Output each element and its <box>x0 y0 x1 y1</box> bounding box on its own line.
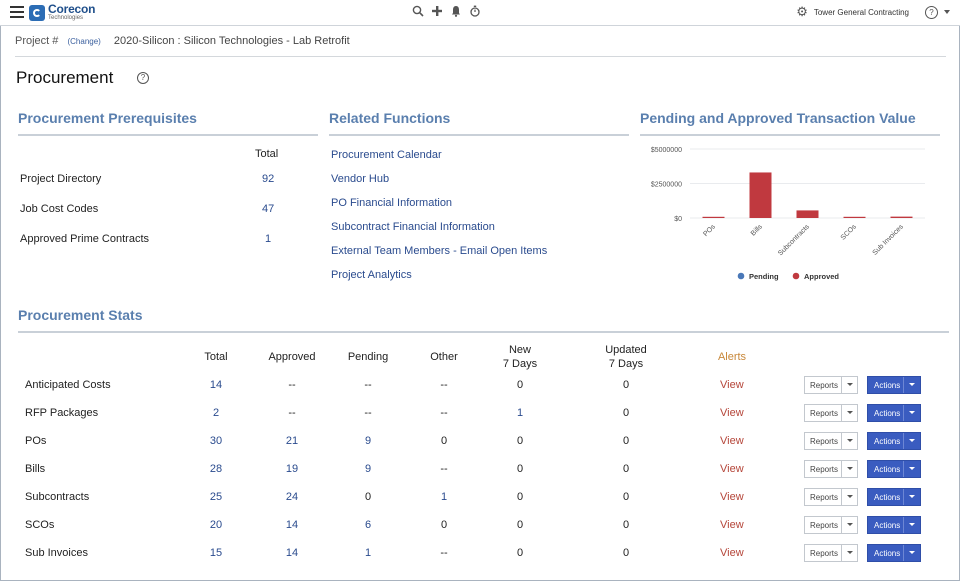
stat-cell-new: 0 <box>516 435 524 447</box>
reports-dropdown-toggle[interactable] <box>841 377 857 393</box>
actions-button-label: Actions <box>874 493 901 502</box>
stat-cell-pending: -- <box>364 379 372 391</box>
view-alerts-link[interactable]: View <box>720 519 744 531</box>
prerequisites-total-header: Total <box>255 148 279 160</box>
stat-cell-new[interactable]: 1 <box>516 407 524 419</box>
prerequisite-label: Approved Prime Contracts <box>20 233 149 245</box>
col-header-updated <box>605 343 647 371</box>
stat-cell-total[interactable]: 15 <box>209 547 223 559</box>
actions-button[interactable] <box>867 516 921 534</box>
stat-cell-updated: 0 <box>622 435 630 447</box>
actions-dropdown-toggle[interactable] <box>903 405 920 421</box>
stat-cell-new: 0 <box>516 463 524 475</box>
stat-cell-new: 0 <box>516 379 524 391</box>
col-header-approved: Approved <box>268 351 316 363</box>
stat-cell-approved: -- <box>288 379 296 391</box>
chevron-down-icon <box>909 411 915 414</box>
chevron-down-icon[interactable] <box>944 10 950 14</box>
stat-cell-updated: 0 <box>622 379 630 391</box>
reports-button-label: Reports <box>810 465 839 474</box>
help-icon[interactable]: ? <box>925 6 938 19</box>
stat-cell-new: 0 <box>516 547 524 559</box>
legend-approved-swatch <box>793 273 800 280</box>
actions-button-label: Actions <box>874 409 901 418</box>
related-functions-heading: Related Functions <box>329 110 629 136</box>
stat-cell-total[interactable]: 2 <box>212 407 220 419</box>
stat-cell-other: -- <box>440 463 448 475</box>
stat-cell-approved[interactable]: 14 <box>285 519 299 531</box>
stat-row-label: RFP Packages <box>25 407 99 419</box>
view-alerts-link[interactable]: View <box>720 379 744 391</box>
project-name: 2020-Silicon : Silicon Technologies - Lab Retrofit <box>113 35 350 47</box>
stat-cell-updated: 0 <box>622 491 630 503</box>
reports-button[interactable] <box>804 404 858 422</box>
view-alerts-link[interactable]: View <box>720 463 744 475</box>
reports-button[interactable] <box>804 460 858 478</box>
stat-cell-other: -- <box>440 379 448 391</box>
bar-approved <box>703 217 725 218</box>
reports-dropdown-toggle[interactable] <box>841 489 857 505</box>
stat-row-label: Sub Invoices <box>25 547 88 559</box>
procurement-stats-heading: Procurement Stats <box>18 307 949 333</box>
bar-approved <box>750 172 772 218</box>
actions-button[interactable] <box>867 376 921 394</box>
top-toolbar <box>412 5 481 19</box>
stat-cell-pending: -- <box>364 407 372 419</box>
y-tick-label: $2500000 <box>650 181 682 189</box>
actions-dropdown-toggle[interactable] <box>903 377 920 393</box>
reports-button-label: Reports <box>810 521 839 530</box>
chevron-down-icon <box>909 383 915 386</box>
reports-button-label: Reports <box>810 549 839 558</box>
reports-button[interactable] <box>804 376 858 394</box>
prerequisite-value-link[interactable]: 1 <box>265 233 272 245</box>
x-tick-label: POs <box>702 223 717 239</box>
stat-cell-pending[interactable]: 9 <box>364 463 372 475</box>
stat-cell-pending: 0 <box>364 491 372 503</box>
reports-button-label: Reports <box>810 381 839 390</box>
chevron-down-icon <box>847 439 853 442</box>
prerequisite-value-link[interactable]: 47 <box>262 203 275 215</box>
stat-cell-approved[interactable]: 24 <box>285 491 299 503</box>
actions-dropdown-toggle[interactable] <box>903 433 920 449</box>
link-vendor-hub[interactable]: Vendor Hub <box>331 173 390 185</box>
actions-button[interactable] <box>867 488 921 506</box>
col-header-new-line2: 7 Days <box>502 358 538 370</box>
stat-cell-total[interactable]: 28 <box>209 463 223 475</box>
view-alerts-link[interactable]: View <box>720 407 744 419</box>
reports-dropdown-toggle[interactable] <box>841 461 857 477</box>
logo-name: Corecon <box>48 1 96 16</box>
reports-button[interactable] <box>804 432 858 450</box>
logo-subtitle: Technologies <box>48 14 84 21</box>
col-header-total: Total <box>204 351 228 363</box>
actions-button[interactable] <box>867 432 921 450</box>
stat-cell-approved: -- <box>288 407 296 419</box>
link-procurement-calendar[interactable]: Procurement Calendar <box>331 149 442 161</box>
actions-button-label: Actions <box>874 521 901 530</box>
transaction-value-heading: Pending and Approved Transaction Value <box>640 110 940 136</box>
stat-cell-other: -- <box>440 547 448 559</box>
stat-cell-approved[interactable]: 21 <box>285 435 299 447</box>
view-alerts-link[interactable]: View <box>720 435 744 447</box>
corecon-logo[interactable] <box>29 3 95 22</box>
project-breadcrumb <box>15 35 946 57</box>
stat-cell-other: 0 <box>440 519 448 531</box>
y-tick-label: $0 <box>674 216 682 223</box>
stat-cell-pending[interactable]: 1 <box>364 547 372 559</box>
prerequisite-value-link[interactable]: 92 <box>262 173 275 185</box>
chevron-down-icon <box>909 551 915 554</box>
search-icon[interactable] <box>412 5 424 19</box>
col-header-new <box>503 343 537 371</box>
x-tick-label: SCOs <box>839 223 858 242</box>
change-project-link[interactable]: (Change) <box>67 37 101 46</box>
col-header-updated-line1: Updated <box>605 344 647 356</box>
x-tick-label: Bills <box>749 223 764 238</box>
chevron-down-icon <box>847 551 853 554</box>
legend-pending-swatch <box>738 273 745 280</box>
actions-dropdown-toggle[interactable] <box>903 545 920 561</box>
bar-approved <box>844 217 866 218</box>
reports-dropdown-toggle[interactable] <box>841 517 857 533</box>
stat-row-label: SCOs <box>25 519 55 531</box>
stat-cell-total[interactable]: 20 <box>209 519 223 531</box>
bar-approved <box>891 217 913 218</box>
actions-button-label: Actions <box>874 381 901 390</box>
company-name[interactable]: Tower General Contracting <box>813 7 909 17</box>
stat-row-label: Anticipated Costs <box>25 379 111 391</box>
actions-dropdown-toggle[interactable] <box>903 461 920 477</box>
actions-dropdown-toggle[interactable] <box>903 517 920 533</box>
col-header-alerts: Alerts <box>717 351 747 363</box>
stat-cell-approved[interactable]: 14 <box>285 547 299 559</box>
actions-dropdown-toggle[interactable] <box>903 489 920 505</box>
prerequisite-row <box>20 173 300 185</box>
col-header-new-line1: New <box>508 344 531 356</box>
col-header-pending: Pending <box>347 351 389 363</box>
chevron-down-icon <box>847 523 853 526</box>
link-project-analytics[interactable]: Project Analytics <box>331 269 412 281</box>
bar-approved <box>797 210 819 218</box>
stat-cell-updated: 0 <box>622 519 630 531</box>
stat-cell-total[interactable]: 30 <box>209 435 223 447</box>
link-po-financial-information[interactable]: PO Financial Information <box>331 197 453 209</box>
stat-cell-other: -- <box>440 407 448 419</box>
chevron-down-icon <box>847 383 853 386</box>
bell-icon[interactable] <box>450 5 462 19</box>
project-label: Project # <box>15 35 59 47</box>
chevron-down-icon <box>909 439 915 442</box>
legend-approved-label: Approved <box>804 272 840 281</box>
stat-row-label: Bills <box>25 463 46 475</box>
y-tick-label: $5000000 <box>650 147 682 154</box>
prerequisite-label: Project Directory <box>20 173 102 185</box>
stat-cell-pending[interactable]: 9 <box>364 435 372 447</box>
actions-button[interactable] <box>867 404 921 422</box>
actions-button-label: Actions <box>874 549 901 558</box>
actions-button[interactable] <box>867 544 921 562</box>
stat-cell-new: 0 <box>516 491 524 503</box>
chevron-down-icon <box>847 411 853 414</box>
stat-cell-updated: 0 <box>622 463 630 475</box>
link-subcontract-financial-information[interactable]: Subcontract Financial Information <box>331 221 495 233</box>
reports-button[interactable] <box>804 516 858 534</box>
col-header-other: Other <box>430 351 458 363</box>
reports-button-label: Reports <box>810 437 839 446</box>
stat-cell-other: 0 <box>440 435 448 447</box>
stat-cell-total[interactable]: 25 <box>209 491 223 503</box>
stat-cell-pending[interactable]: 6 <box>364 519 372 531</box>
stat-row-label: POs <box>25 435 47 447</box>
prerequisite-row <box>20 203 300 215</box>
col-header-updated-line2: 7 Days <box>608 358 644 370</box>
account-area <box>796 4 950 20</box>
prerequisite-row <box>20 233 300 245</box>
stat-cell-approved[interactable]: 19 <box>285 463 299 475</box>
add-icon[interactable] <box>431 5 443 19</box>
link-external-team-members[interactable]: External Team Members - Email Open Items <box>331 245 548 257</box>
page-title: Procurement <box>16 68 114 87</box>
stat-row-label: Subcontracts <box>25 491 90 503</box>
actions-button-label: Actions <box>874 437 901 446</box>
x-tick-label: Subcontracts <box>777 223 811 258</box>
stat-cell-total[interactable]: 14 <box>209 379 223 391</box>
chevron-down-icon <box>909 495 915 498</box>
top-bar <box>0 0 960 26</box>
view-alerts-link[interactable]: View <box>720 547 744 559</box>
x-tick-label: Sub Invoices <box>871 223 905 257</box>
prerequisite-label: Job Cost Codes <box>20 203 99 215</box>
reports-button[interactable] <box>804 544 858 562</box>
reports-dropdown-toggle[interactable] <box>841 545 857 561</box>
page-help-icon[interactable]: ? <box>137 72 149 84</box>
chevron-down-icon <box>909 523 915 526</box>
stat-cell-other[interactable]: 1 <box>440 491 448 503</box>
view-alerts-link[interactable]: View <box>720 491 744 503</box>
actions-button-label: Actions <box>874 465 901 474</box>
reports-button-label: Reports <box>810 493 839 502</box>
chevron-down-icon <box>847 495 853 498</box>
actions-button[interactable] <box>867 460 921 478</box>
reports-dropdown-toggle[interactable] <box>841 405 857 421</box>
chevron-down-icon <box>847 467 853 470</box>
stat-cell-updated: 0 <box>622 547 630 559</box>
chevron-down-icon <box>909 467 915 470</box>
gear-icon[interactable]: ⚙ <box>796 4 808 19</box>
corecon-logo-icon <box>29 5 45 21</box>
stat-cell-new: 0 <box>516 519 524 531</box>
transaction-value-chart <box>640 140 940 290</box>
reports-button-label: Reports <box>810 409 839 418</box>
timer-icon[interactable] <box>469 5 481 19</box>
stat-cell-updated: 0 <box>622 407 630 419</box>
legend-pending-label: Pending <box>749 272 779 281</box>
hamburger-menu-icon[interactable] <box>10 6 24 18</box>
reports-button[interactable] <box>804 488 858 506</box>
prerequisites-heading: Procurement Prerequisites <box>18 110 318 136</box>
reports-dropdown-toggle[interactable] <box>841 433 857 449</box>
